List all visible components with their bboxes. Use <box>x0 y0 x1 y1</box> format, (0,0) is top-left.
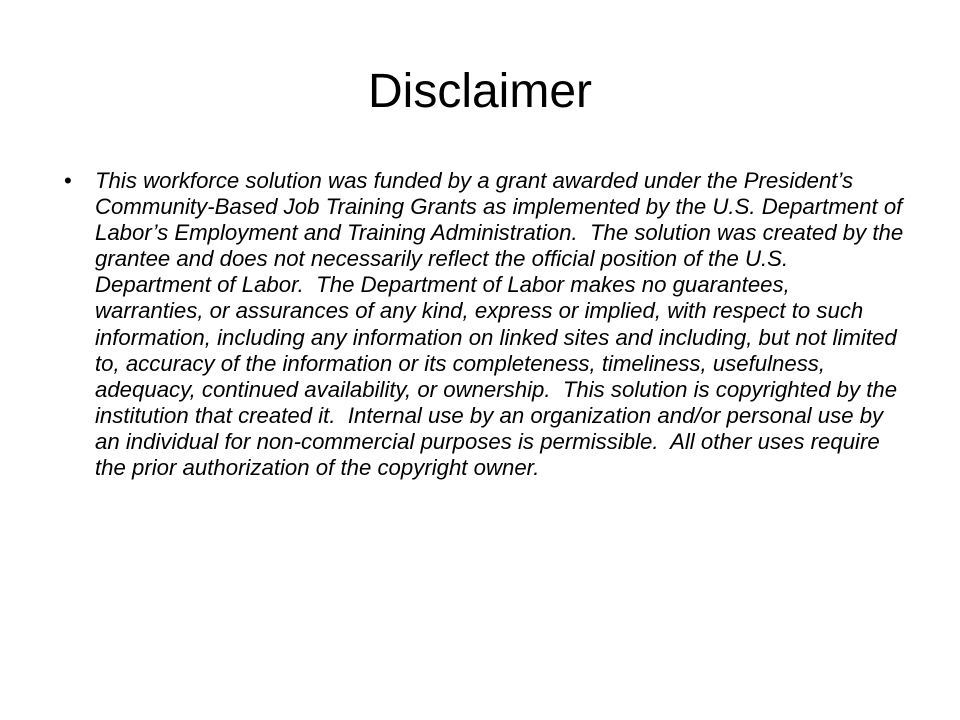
list-item <box>64 168 910 481</box>
slide-title: Disclaimer <box>367 65 592 118</box>
bullet-icon: • <box>64 168 72 193</box>
disclaimer-text: This workforce solution was funded by a grant awarded under the President’s Community-Based Job Training Grants as implemented by the U.S. Department of Labor’s Employment and Training Administration. The solution was created by the grantee and does not necessarily reflect the official position of the U.S. Department of Labor. The Department of Labor makes no guarantees, warranties, or assurances of any kind, express or implied, with respect to such information, including any information on linked sites and including, but not limited to, accuracy of the information or its completeness, timeliness, usefulness, adequacy, continued availability, or ownership. This solution is copyrighted by the institution that created it. Internal use by an organization and/or personal use by an individual for non-commercial purposes is permissible. All other uses require the prior authorization of the copyright owner. <box>95 168 910 481</box>
body-bullet-list <box>64 168 910 481</box>
